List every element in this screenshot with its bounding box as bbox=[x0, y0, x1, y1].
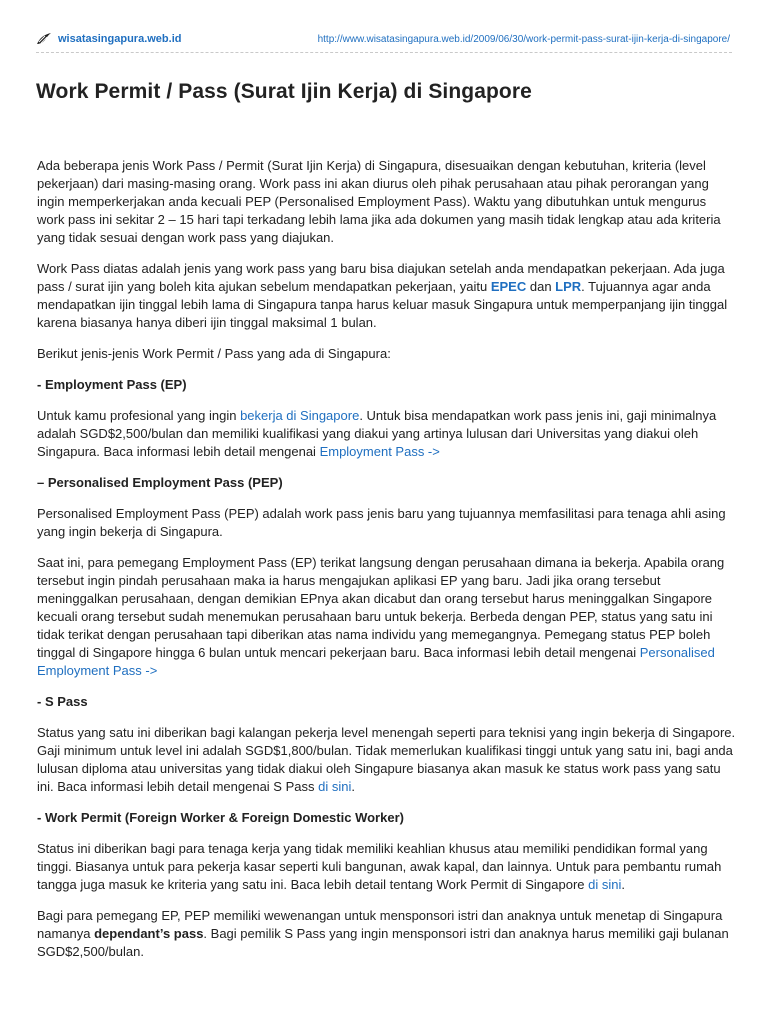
text-run: . Bagi pemilik S Pass yang ingin mensponsori istri dan anaknya harus memiliki gaji bulanan SGD$2,500/bulan. bbox=[37, 926, 729, 959]
heading-s-pass: - S Pass bbox=[37, 694, 88, 709]
lpr-link[interactable]: LPR bbox=[555, 279, 582, 294]
text-run: Status ini diberikan bagi para tenaga kerja yang tidak memiliki keahlian khusus atau memiliki pendidikan formal yang tinggi. Biasanya untuk para pekerja kasar seperti kuli bangunan, awak kapal, dan lainnya. Untuk para pembantu rumah tangga juga masuk ke kriteria yang satu ini. Baca lebih detail tentang Work Permit di Singapore bbox=[37, 841, 722, 892]
site-name: wisatasingapura.web.id bbox=[58, 33, 182, 45]
text-run: . bbox=[351, 779, 355, 794]
bekerja-di-singapore-link[interactable]: bekerja di Singapore bbox=[240, 408, 360, 423]
employment-pass-link[interactable]: Employment Pass -> bbox=[319, 444, 440, 459]
site-brand[interactable] bbox=[36, 32, 181, 46]
text-run: Untuk kamu profesional yang ingin bbox=[37, 408, 241, 423]
site-logo-icon bbox=[36, 32, 52, 46]
heading-pep: – Personalised Employment Pass (PEP) bbox=[37, 475, 283, 490]
dependants-pass-paragraph bbox=[37, 907, 737, 961]
text-run: Work Pass diatas adalah jenis yang work pass yang baru bisa diajukan setelah anda mendapatkan pekerjaan. Ada juga pass / surat ijin yang boleh kita ajukan sebelum mendapatkan pekerjaan, yaitu bbox=[37, 261, 725, 294]
s-pass-link[interactable]: di sini bbox=[318, 779, 352, 794]
intro-paragraph: Ada beberapa jenis Work Pass / Permit (Surat Ijin Kerja) di Singapura, disesuaikan dengan kebutuhan, kriteria (level pekerjaan) dari masing-masing orang. Work pass ini akan diurus oleh pihak perusahaan atau pihak perorangan yang ingin memperkerjakan anda kecuali PEP (Personalised Employment Pass). Waktu yang dibutuhkan untuk mengurus work pass ini sekitar 2 – 15 hari tapi terkadang lebih lama jika ada dokumen yang masih tidak lengkap atau ada kriteria yang tidak sesuai dengan work pass yang diajukan. bbox=[37, 158, 721, 245]
s-pass-paragraph bbox=[37, 724, 737, 796]
heading-employment-pass: - Employment Pass (EP) bbox=[37, 377, 187, 392]
heading-work-permit: - Work Permit (Foreign Worker & Foreign Domestic Worker) bbox=[37, 810, 404, 825]
text-run: Bagi para pemegang EP, PEP memiliki wewenangan untuk mensponsori istri dan anaknya untuk menetap di Singapura namanya bbox=[37, 908, 723, 941]
site-header bbox=[36, 30, 732, 53]
ep-paragraph bbox=[37, 407, 737, 461]
text-run: Saat ini, para pemegang Employment Pass (EP) terikat langsung dengan perusahaan dimana ia bekerja. Apabila orang tersebut ingin pindah perusahaan maka ia harus mengajukan aplikasi EP yang baru. Jadi jika orang tersebut meninggalkan perusahaan, dengan demikian EPnya akan dicabut dan orang tersebut harus meninggalkan Singapore kecuali orang tersebut sudah menemukan perusahaan baru untuk bekerja. Berbeda dengan PEP, status yang satu ini tidak terikat dengan perusahaan tapi diberikan atas nama individu yang memegangnya. Pemegang status PEP boleh tinggal di Singapore hingga 6 bulan untuk mencari pekerjaan baru. Baca informasi lebih detail mengenai bbox=[37, 555, 725, 660]
pep-paragraph-2 bbox=[37, 554, 737, 680]
pep-link[interactable]: Personalised Employment Pass -> bbox=[37, 645, 715, 678]
text-run: dan bbox=[526, 279, 556, 294]
work-permit-link[interactable]: di sini bbox=[588, 877, 622, 892]
prework-paragraph bbox=[37, 260, 737, 332]
page-title: Work Permit / Pass (Surat Ijin Kerja) di Singapore bbox=[36, 80, 532, 103]
page-url-link[interactable]: http://www.wisatasingapura.web.id/2009/06/30/work-permit-pass-surat-ijin-kerja-di-singapore/ bbox=[317, 34, 730, 45]
list-intro-paragraph: Berikut jenis-jenis Work Permit / Pass yang ada di Singapura: bbox=[37, 346, 391, 361]
article-body bbox=[37, 157, 737, 974]
pep-paragraph-1: Personalised Employment Pass (PEP) adalah work pass jenis baru yang tujuannya memfasilitasi para tenaga ahli asing yang ingin bekerja di Singapura. bbox=[37, 506, 726, 539]
text-run: . Untuk bisa mendapatkan work pass jenis ini, gaji minimalnya adalah SGD$2,500/bulan dan memiliki kualifikasi yang diakui yang artinya lulusan dari Universitas yang diakui oleh Singapura. Baca informasi lebih detail mengenai bbox=[37, 408, 717, 459]
text-run: . Tujuannya agar anda mendapatkan ijin tinggal lebih lama di Singapura tanpa harus keluar masuk Singapura untuk memperpanjang ijin tinggal karena biasanya hanya diberi ijin tinggal maksimal 1 bulan. bbox=[37, 279, 728, 330]
dependants-pass-term: dependant’s pass bbox=[94, 926, 204, 941]
text-run: . bbox=[621, 877, 625, 892]
text-run: Status yang satu ini diberikan bagi kalangan pekerja level menengah seperti para teknisi yang ingin bekerja di Singapore. Gaji minimum untuk level ini adalah SGD$1,800/bulan. Tidak memerlukan kualifikasi tinggi untuk yang satu ini, bagi anda lulusan diploma atau universitas yang tidak diakui oleh Singapure biasanya akan masuk ke status work pass yang satu ini. Baca informasi lebih detail mengenai S Pass bbox=[37, 725, 736, 794]
work-permit-paragraph bbox=[37, 840, 737, 894]
epec-link[interactable]: EPEC bbox=[490, 279, 527, 294]
